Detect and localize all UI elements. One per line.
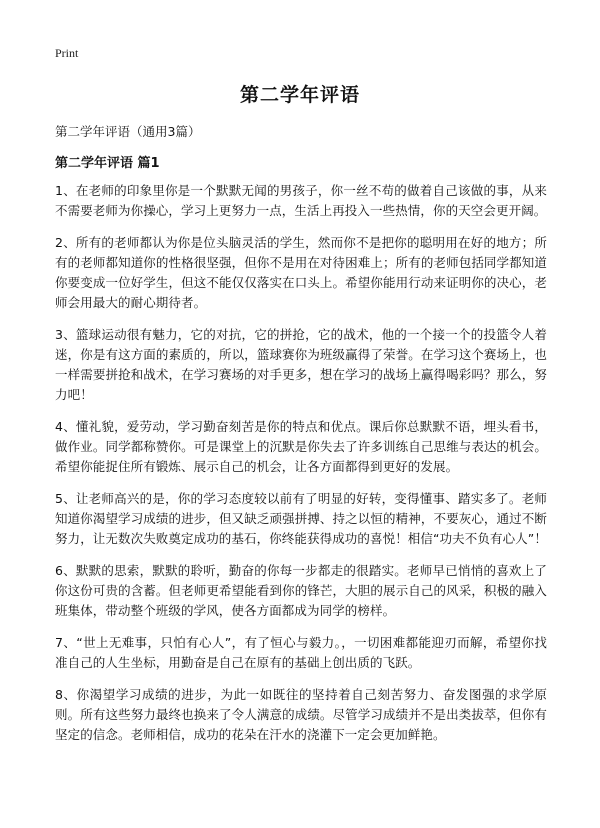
paragraph: 8、你渴望学习成绩的进步，为此一如既往的坚持着自己刻苦努力、奋发图强的求学原则。所有这些努力最终也换来了令人满意的成绩。尽管学习成绩并不是出类拔萃，但你有坚定的信念。老师相信，成功的花朵在汗水的浇灌下一定会更加鲜艳。: [55, 687, 547, 742]
paragraph: 4、懂礼貌，爱劳动，学习勤奋刻苦是你的特点和优点。课后你总默默不语，埋头看书，做作业。同学都称赞你。可是课堂上的沉默是你失去了许多训练自己思维与表达的机会。希望你能捉住所有锻炼、展示自己的机会，让各方面都得到更好的发展。: [55, 419, 547, 474]
print-link[interactable]: Print: [55, 46, 79, 60]
paragraph: 6、默默的思索，默默的聆听，勤奋的你每一步都走的很踏实。老师早已悄悄的喜欢上了你这份可贵的含蓄。但老师更希望能看到你的锋芒，大胆的展示自己的风采，积极的融入班集体，带动整个班级的学风，使各方面都成为同学的榜样。: [55, 563, 547, 618]
paragraph: 3、篮球运动很有魅力，它的对抗，它的拼抢，它的战术，他的一个接一个的投篮令人着迷，你是有这方面的素质的，所以，篮球赛你为班级赢得了荣誉。在学习这个赛场上，也一样需要拼抢和战术，在学习赛场的对手更多，想在学习的战场上赢得喝彩吗？那么，努力吧！: [55, 327, 547, 402]
paragraph-list: [55, 181, 547, 757]
page-title: 第二学年评语: [239, 84, 360, 106]
document-subtitle: 第二学年评语（通用3篇）: [55, 124, 201, 139]
paragraph: 7、“世上无难事，只怕有心人”，有了恒心与毅力。，一切困难都能迎刃而解，希望你找准自己的人生坐标，用勤奋是自己在原有的基础上创出质的飞跃。: [55, 635, 547, 670]
paragraph: 1、在老师的印象里你是一个默默无闻的男孩子，你一丝不苟的做着自己该做的事，从来不需要老师为你操心，学习上更努力一点，生活上再投入一些热情，你的天空会更开阔。: [55, 183, 547, 218]
paragraph: 2、所有的老师都认为你是位头脑灵活的学生，然而你不是把你的聪明用在好的地方；所有的老师都知道你的性格很坚强，但你不是用在对待困难上；所有的老师包括同学都知道你要变成一位好学生，但这不能仅仅落实在口头上。希望你能用行动来证明你的决心，老师会用最大的耐心期待者。: [55, 235, 547, 310]
paragraph: 5、让老师高兴的是，你的学习态度较以前有了明显的好转，变得懂事、踏实多了。老师知道你渴望学习成绩的进步，但又缺乏顽强拼搏、持之以恒的精神，不要灰心，通过不断努力，让无数次失败奠定成功的基石，你终能获得成功的喜悦！相信“功夫不负有心人”！: [55, 491, 547, 546]
section-heading: 第二学年评语 篇1: [55, 156, 160, 171]
